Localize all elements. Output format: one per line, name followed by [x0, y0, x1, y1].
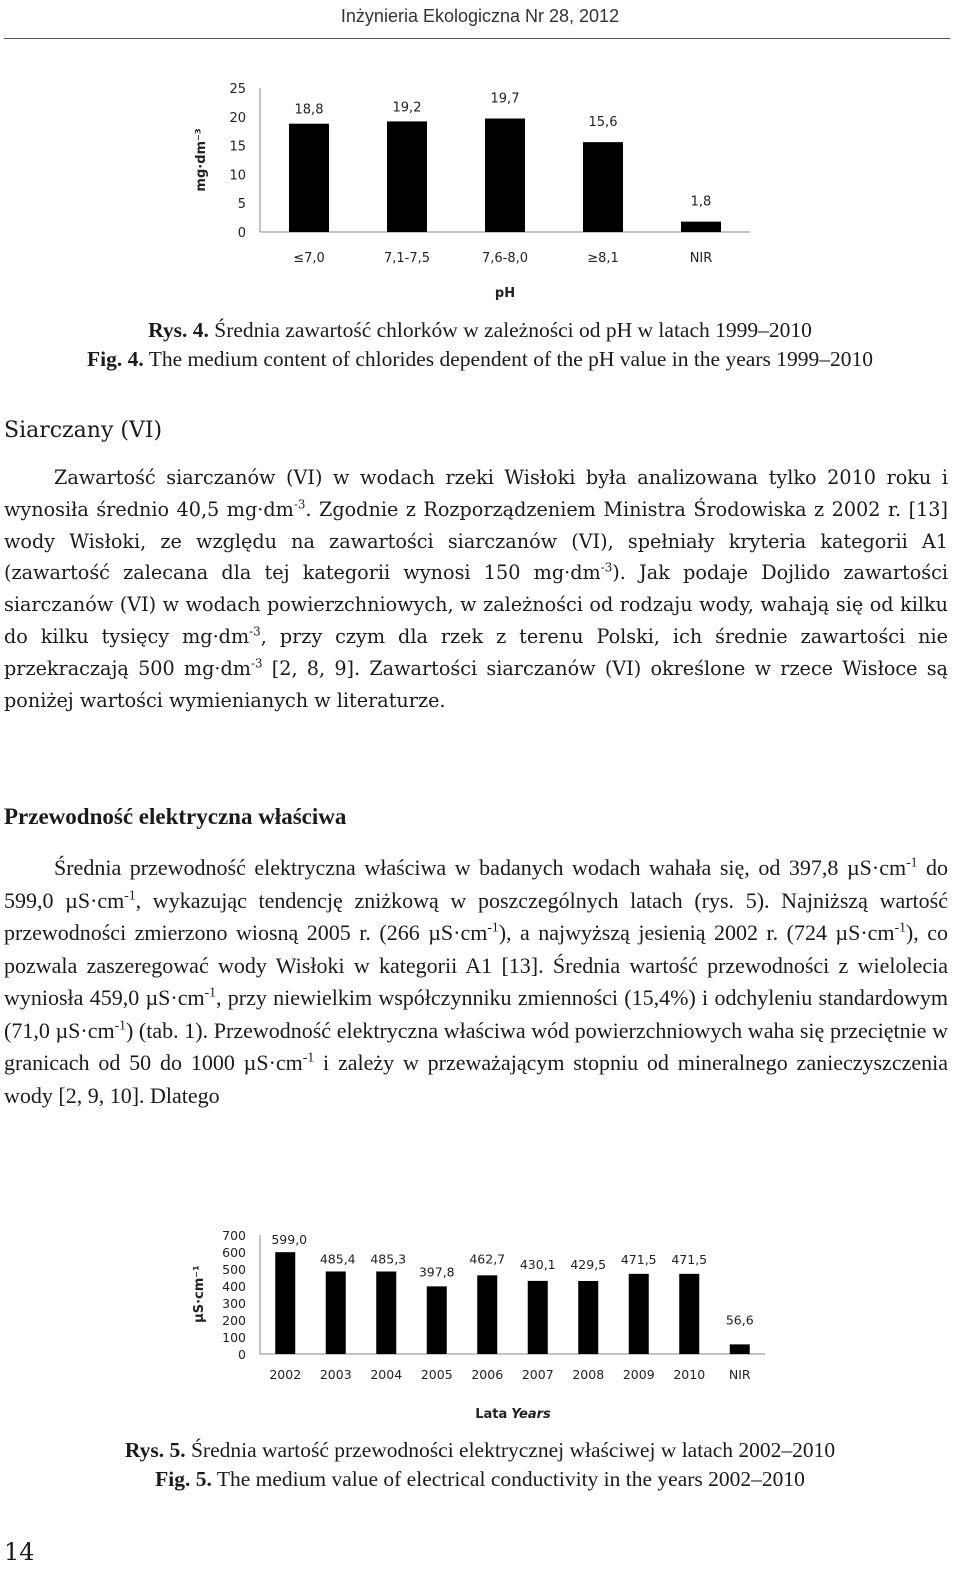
- bar: [528, 1281, 548, 1354]
- superscript: -3: [293, 497, 306, 512]
- x-tick-label: 2003: [319, 1367, 352, 1382]
- chlorides-ph-chart: [185, 75, 765, 310]
- y-tick-label: 20: [229, 110, 246, 126]
- caption-pl-label: Rys. 5.: [124, 1438, 186, 1462]
- y-tick-label: 5: [237, 197, 246, 213]
- text-run: ) (tab. 1). Przewodność elektryczna właściwa wód powierzchniowych waha się przeciętnie w granicach od 50 do 1000 µS·cm: [4, 1017, 948, 1075]
- text-run: , przy czym dla rzek z terenu Polski, ich średnie zawartości nie przekraczają 500 mg·dm: [4, 624, 948, 680]
- caption-en-label: Fig. 5.: [155, 1467, 212, 1491]
- x-tick-label: NIR: [689, 251, 713, 266]
- caption-pl-text: Średnia wartość przewodności elektrycznej właściwej w latach 2002–2010: [185, 1438, 836, 1462]
- paragraph-sulfates: [4, 462, 948, 716]
- x-tick-label: 2009: [622, 1367, 655, 1382]
- text-run: , wykazując tendencję zniżkową w poszczególnych latach (rys. 5). Najniższą wartość przewodności zmierzono wiosną 2005 r. (266 µS·cm: [4, 887, 948, 945]
- conductivity-years-chart: [185, 1222, 785, 1428]
- data-label: 397,8: [418, 1264, 455, 1280]
- text-run: , przy niewielkim współczynniku zmienności (15,4%) i odchyleniu standardowym (71,0 µS·cm: [4, 985, 948, 1043]
- y-tick-label: 15: [229, 139, 246, 155]
- bar: [679, 1274, 699, 1354]
- y-tick-label: 0: [238, 1347, 246, 1362]
- x-tick-label: 7,1-7,5: [383, 251, 431, 266]
- bar: [485, 119, 525, 232]
- x-tick-label: 2010: [673, 1367, 706, 1382]
- y-tick-label: 500: [222, 1262, 246, 1277]
- text-run: Średnia przewodność elektryczna właściwa w badanych wodach wahała się, od 397,8 µS·cm: [54, 855, 907, 880]
- y-tick-label: 25: [229, 82, 246, 97]
- x-axis-label-en: Years: [511, 1407, 551, 1422]
- paragraph-conductivity: [4, 852, 948, 1112]
- text-run: . Zgodnie z Rozporządzeniem Ministra Środowiska z 2002 r. [13] wody Wisłoki, ze względu na zawartości siarczanów (VI), spełniały kryteria kategorii A1 (zawartość zalecana dla tej kategorii wynosi 150 mg·dm: [4, 497, 949, 585]
- y-tick-label: 600: [222, 1245, 246, 1260]
- bar: [275, 1252, 295, 1354]
- caption-pl: [0, 1436, 960, 1465]
- y-tick-label: 300: [222, 1296, 246, 1311]
- x-axis-label: [475, 1407, 551, 1422]
- superscript: -3: [600, 561, 613, 575]
- superscript: -1: [114, 1017, 126, 1033]
- superscript: -1: [906, 854, 918, 870]
- data-label: 56,6: [725, 1312, 754, 1328]
- x-tick-label: NIR: [728, 1367, 751, 1382]
- section-title-sulfates: Siarczany (VI): [4, 418, 163, 443]
- superscript: -1: [204, 984, 216, 1000]
- data-label: 599,0: [271, 1232, 308, 1248]
- text-run: do 599,0 µS·cm: [4, 855, 948, 913]
- figure-5-caption: [0, 1436, 960, 1494]
- x-tick-label: 7,6-8,0: [481, 251, 529, 266]
- data-label: 15,6: [588, 115, 618, 131]
- y-tick-label: 100: [222, 1330, 246, 1345]
- data-label: 462,7: [469, 1251, 506, 1267]
- x-tick-label: 2007: [521, 1367, 554, 1382]
- page-number: 14: [4, 1538, 35, 1566]
- text-run: ), co pozwala zaszeregować wody Wisłoki w kategorii A1 [13]. Średnia wartość przewodności z wielolecia wyniosła 459,0 µS·cm: [4, 920, 948, 1010]
- text-run: ). Jak podaje Dojlido zawartości siarczanów (VI) w wodach powierzchniowych, w zależności od rodzaju wody, wahają się od kilku do kilku tysięcy mg·dm: [4, 561, 948, 648]
- x-tick-label: 2005: [420, 1367, 453, 1382]
- y-tick-label: 400: [222, 1279, 246, 1294]
- data-label: 485,4: [319, 1251, 356, 1267]
- bar: [477, 1275, 497, 1354]
- x-tick-label: 2002: [269, 1367, 302, 1382]
- section-title-conductivity: Przewodność elektryczna właściwa: [4, 804, 347, 829]
- text-run: i zależy w przeważającym stopniu od mineralnego zanieczyszczenia wody [2, 9, 10]. Dlatego: [4, 1050, 948, 1108]
- x-tick-label: 2006: [471, 1367, 504, 1382]
- y-tick-label: 700: [222, 1228, 246, 1243]
- bar: [289, 124, 329, 232]
- data-label: 19,2: [392, 100, 422, 116]
- y-tick-label: 10: [229, 168, 246, 184]
- data-label: 18,8: [294, 102, 324, 118]
- data-label: 485,3: [370, 1251, 407, 1267]
- superscript: -3: [249, 624, 261, 639]
- y-axis-label: µS·cm⁻¹: [192, 1265, 207, 1323]
- x-axis-label-pl: Lata: [475, 1407, 508, 1422]
- bar: [629, 1274, 649, 1354]
- data-label: 430,1: [519, 1256, 556, 1272]
- bar: [387, 121, 427, 232]
- y-axis-label: mg·dm⁻³: [194, 128, 209, 192]
- x-tick-label: ≤7,0: [293, 251, 325, 266]
- caption-pl: [0, 316, 960, 345]
- caption-pl-text: Średnia zawartość chlorków w zależności od pH w latach 1999–2010: [208, 318, 812, 342]
- figure-4-caption: [0, 316, 960, 374]
- superscript: -1: [487, 919, 499, 935]
- data-label: 1,8: [690, 194, 712, 210]
- y-tick-label: 200: [222, 1313, 246, 1328]
- caption-en-text: The medium value of electrical conductivity in the years 2002–2010: [211, 1467, 805, 1491]
- bar: [376, 1271, 396, 1354]
- superscript: -3: [250, 656, 263, 671]
- bar: [578, 1281, 598, 1354]
- x-axis-label: pH: [494, 286, 516, 301]
- bar: [583, 142, 623, 232]
- data-label: 471,5: [620, 1251, 657, 1267]
- caption-en-label: Fig. 4.: [87, 347, 144, 371]
- caption-pl-label: Rys. 4.: [148, 318, 209, 342]
- bar: [681, 222, 721, 232]
- superscript: -1: [302, 1049, 315, 1065]
- bar: [427, 1286, 447, 1354]
- text-run: [2, 8, 9]. Zawartości siarczanów (VI) określone w rzece Wisłoce są poniżej wartości wymienianych w literaturze.: [4, 656, 948, 712]
- caption-en: [0, 1465, 960, 1494]
- text-run: Zawartość siarczanów (VI) w wodach rzeki Wisłoki była analizowana tylko 2010 roku i wynosiła średnio 40,5 mg·dm: [4, 466, 948, 521]
- bar: [326, 1271, 346, 1354]
- x-tick-label: 2004: [370, 1367, 403, 1382]
- data-label: 429,5: [570, 1256, 607, 1272]
- superscript: -1: [894, 919, 906, 935]
- superscript: -1: [124, 887, 136, 903]
- data-label: 471,5: [671, 1251, 708, 1267]
- header-rule: [4, 38, 950, 39]
- data-label: 19,7: [490, 91, 520, 107]
- journal-header: Inżynieria Ekologiczna Nr 28, 2012: [340, 6, 620, 26]
- caption-en-text: The medium content of chlorides dependent of the pH value in the years 1999–2010: [143, 347, 873, 371]
- caption-en: [0, 345, 960, 374]
- x-tick-label: ≥8,1: [587, 251, 619, 266]
- x-tick-label: 2008: [572, 1367, 605, 1382]
- bar: [730, 1344, 750, 1354]
- text-run: ), a najwyższą jesienią 2002 r. (724 µS·cm: [498, 920, 895, 945]
- y-tick-label: 0: [237, 226, 246, 241]
